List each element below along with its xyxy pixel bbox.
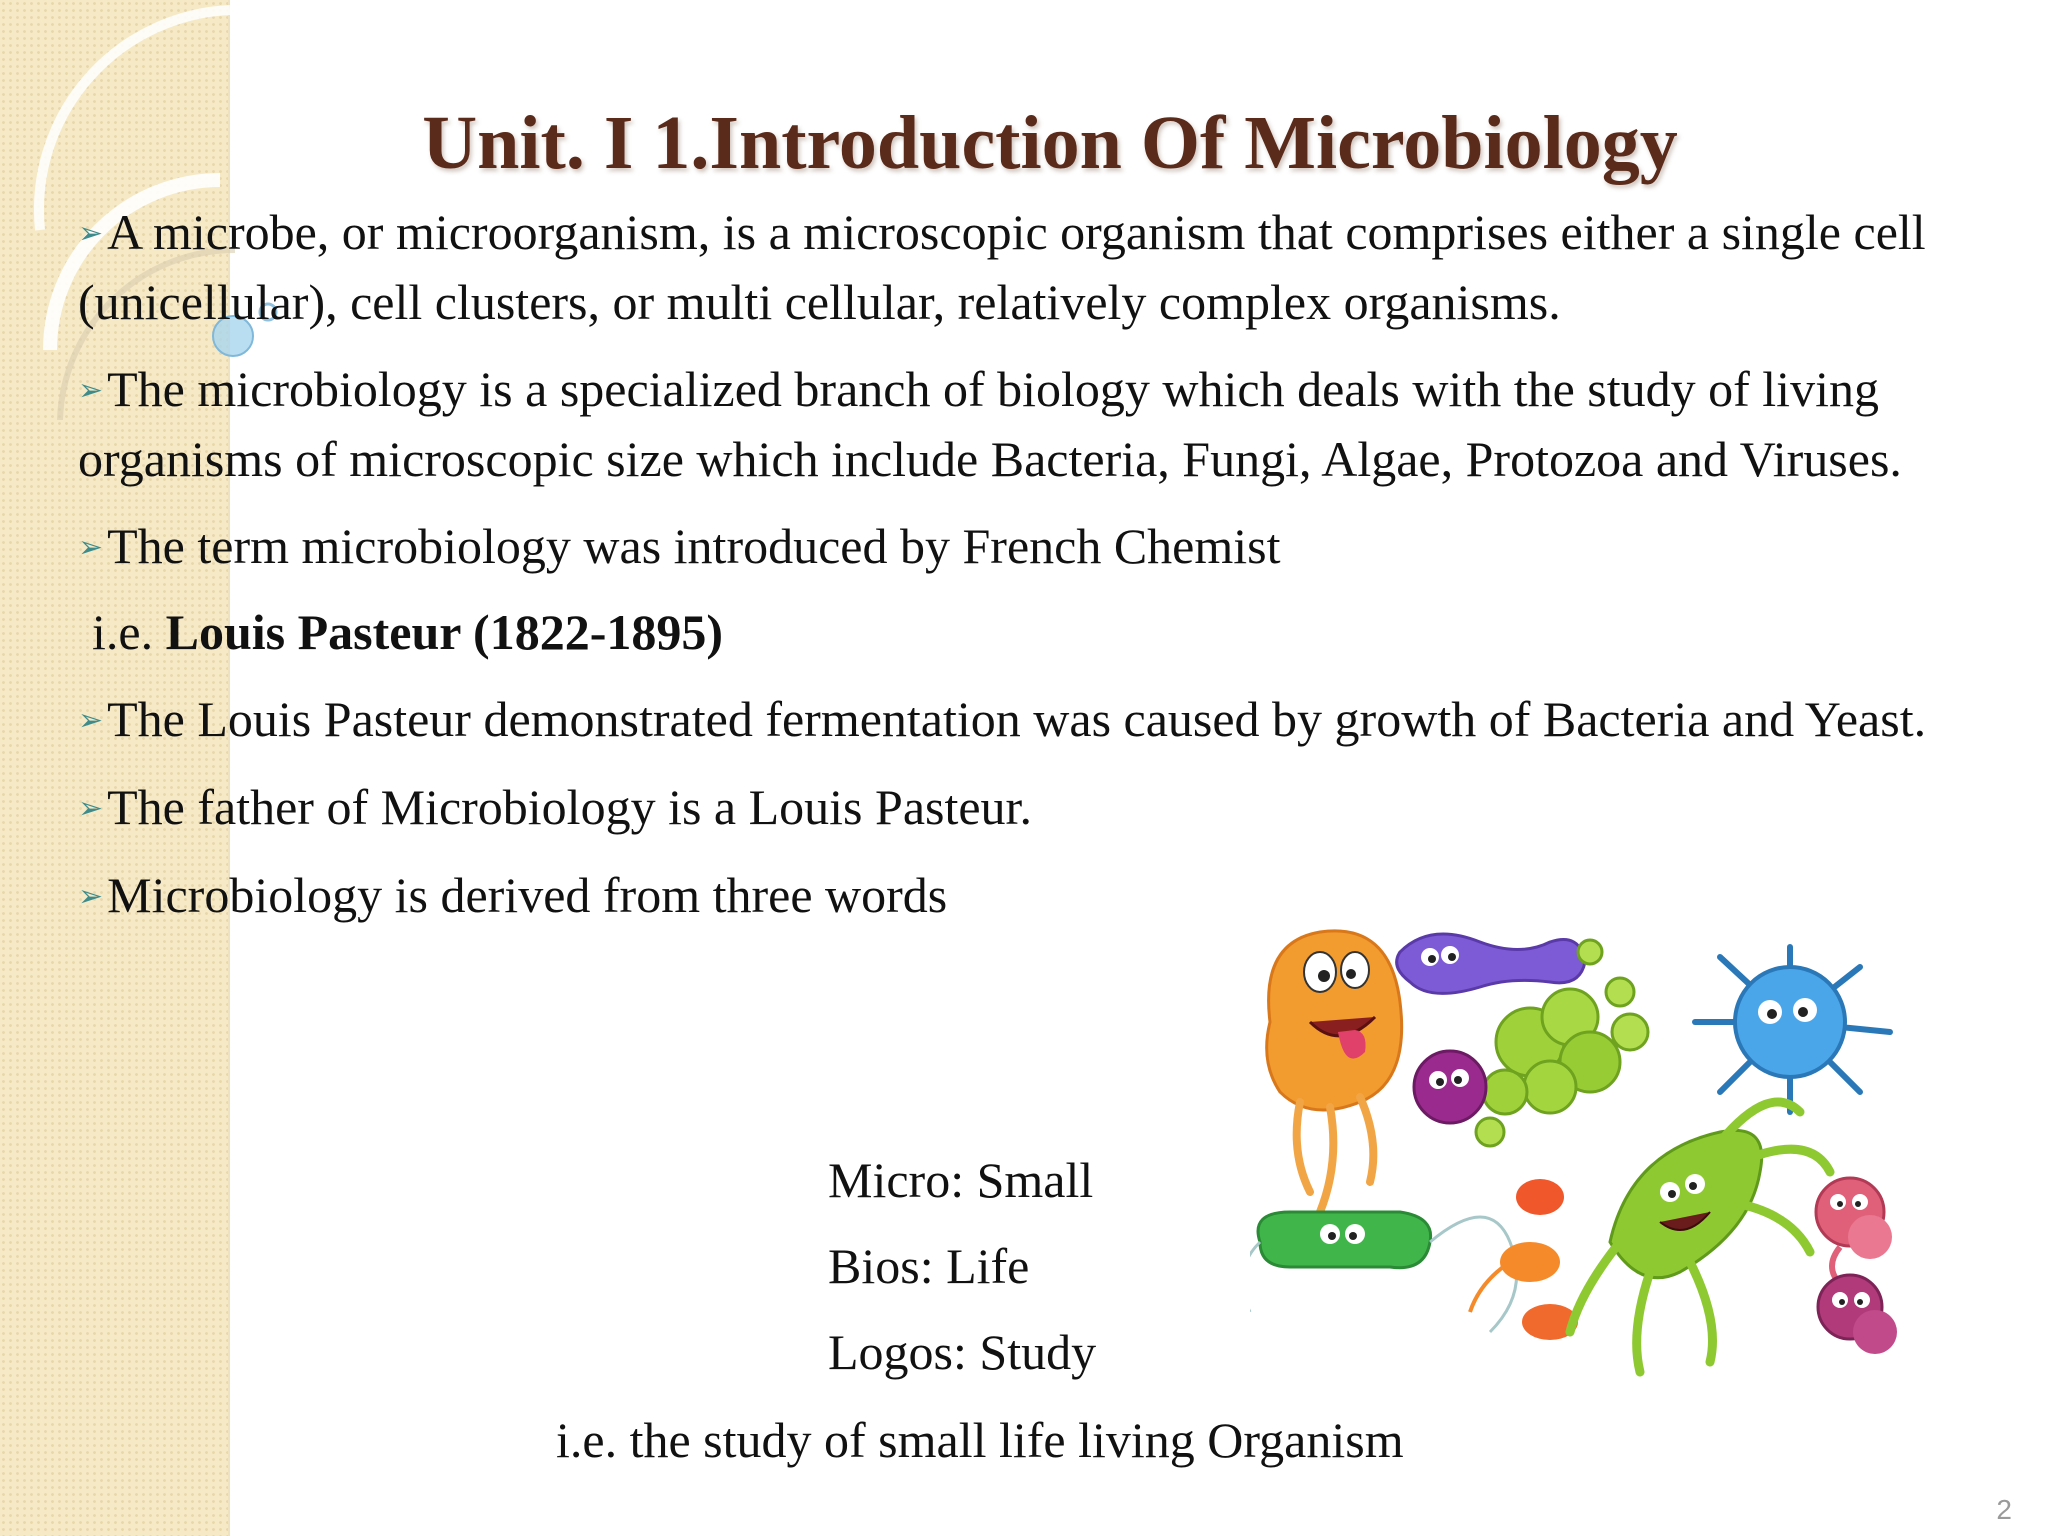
arrow-bullet-icon: ➢: [78, 373, 104, 408]
blue-virus-icon: [1695, 947, 1890, 1112]
green-tentacle-microbe-icon: [1570, 1102, 1830, 1372]
paragraph-term-introduced: ➢The term microbiology was introduced by French Chemist: [78, 512, 1978, 582]
paragraph-derived-words: ➢Microbiology is derived from three words: [78, 861, 1978, 931]
word-logos: Logos: Study: [828, 1324, 1097, 1380]
louis-pasteur-name: Louis Pasteur (1822-1895): [165, 604, 723, 660]
orange-small-bacteria-icon: [1470, 1179, 1578, 1340]
arrow-bullet-icon: ➢: [78, 791, 104, 826]
arrow-bullet-icon: ➢: [78, 703, 104, 738]
arrow-bullet-icon: ➢: [78, 216, 104, 251]
slide-body: [78, 198, 1978, 949]
microbes-illustration: [1250, 912, 1950, 1392]
word-micro: Micro: Small: [828, 1152, 1094, 1208]
arrow-bullet-icon: ➢: [78, 530, 104, 565]
arrow-bullet-icon: ➢: [78, 879, 104, 914]
green-rod-bacterium-icon: [1250, 1212, 1517, 1332]
orange-microbe-icon: [1267, 931, 1402, 1212]
conclusion-text: i.e. the study of small life living Organism: [556, 1412, 1404, 1468]
magenta-virus-icon: [1414, 1051, 1486, 1123]
paragraph-microbe-definition: ➢A microbe, or microorganism, is a microscopic organism that comprises either a single cell (unicellular), cell clusters, or multi cellular, relatively complex organisms.: [78, 198, 1978, 337]
paragraph-microbiology-definition: ➢The microbiology is a specialized branch of biology which deals with the study of living organisms of microscopic size which include Bacteria, Fungi, Algae, Protozoa and Viruses.: [78, 355, 1978, 494]
purple-microbe-icon: [1397, 934, 1585, 993]
page-number: 2: [1996, 1494, 2012, 1525]
slide-title: Unit. I 1.Introduction Of Microbiology: [422, 101, 1678, 185]
word-bios: Bios: Life: [828, 1238, 1030, 1294]
paragraph-father-of-microbiology: ➢The father of Microbiology is a Louis Pasteur.: [78, 773, 1978, 843]
paragraph-louis-pasteur: i.e. Louis Pasteur (1822-1895): [92, 604, 723, 660]
pink-bacteria-cluster-icon: [1816, 1178, 1897, 1354]
paragraph-fermentation: ➢The Louis Pasteur demonstrated fermentation was caused by growth of Bacteria and Yeast.: [78, 685, 1978, 755]
